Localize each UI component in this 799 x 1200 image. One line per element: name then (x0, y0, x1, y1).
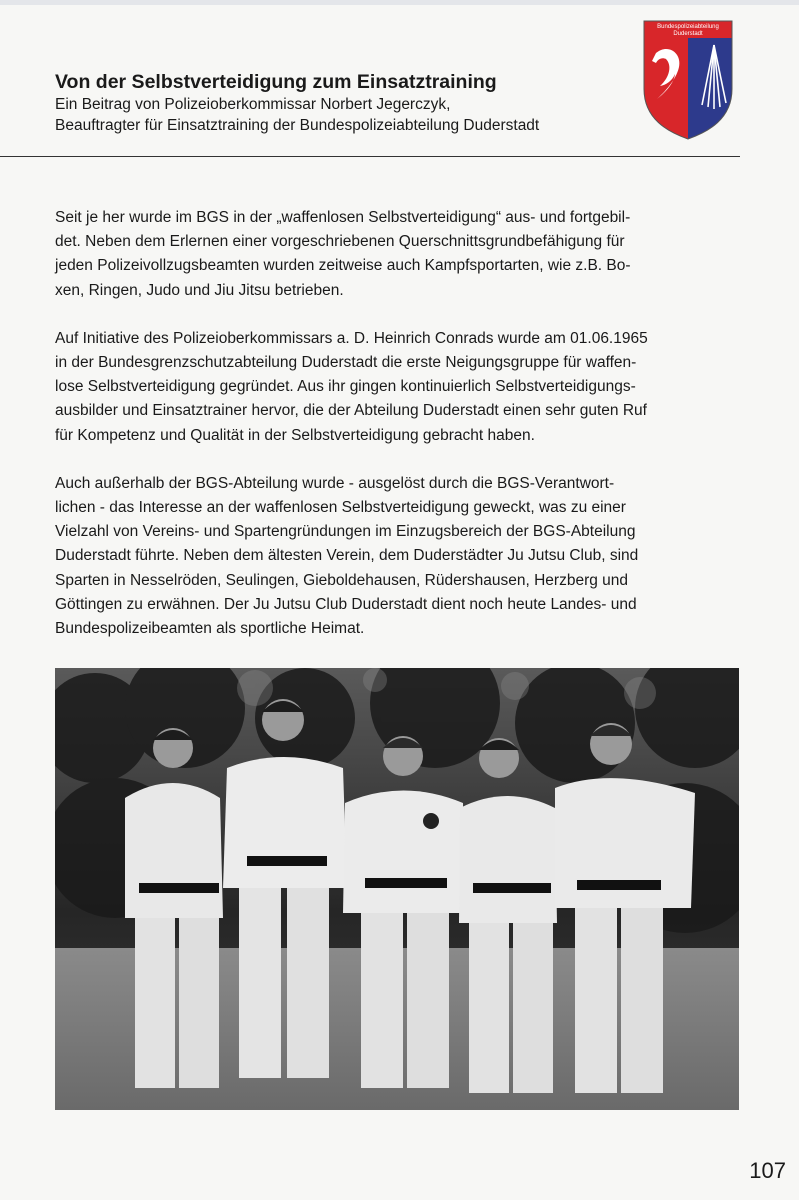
paragraph-3: Auch außerhalb der BGS-Abteilung wurde - ausgelöst durch die BGS-Verantwort- lichen - das Interesse an der waffenlosen Selbstverteidigung geweckt, was zu einer Vielzahl von Vereins- und Spartengründungen im Einzugsbereich der BGS-Abteilung Duderstadt führte. Neben dem ältesten Verein, dem Duderstädter Ju Jutsu Club, sind Sparten in Nesselröden, Seulingen, Gieboldehausen, Rüdershausen, Herzberg und Göttingen zu erwähnen. Der Ju Jutsu Club Duderstadt dient noch heute Landes- und Bundespolizeibeamten als sportliche Heimat. (55, 474, 639, 638)
author-line: Ein Beitrag von Polizeioberkommissar Norbert Jegerczyk, (55, 96, 451, 113)
article-header (55, 70, 655, 136)
bundespolizei-crest-logo (642, 19, 734, 141)
crest-text-line2: Duderstadt (673, 31, 703, 37)
author-role-line: Beauftragter für Einsatztraining der Bundespolizeiabteilung Duderstadt (55, 117, 540, 134)
header-divider (0, 156, 740, 157)
top-edge-strip (0, 0, 799, 5)
page-number: 107 (749, 1158, 786, 1183)
article-title: Von der Selbstverteidigung zum Einsatztraining (55, 71, 497, 93)
group-photo (55, 668, 739, 1110)
crest-text-line1: Bundespolizeiabteilung (657, 24, 719, 30)
paragraph-2: Auf Initiative des Polizeioberkommissars a. D. Heinrich Conrads wurde am 01.06.1965 in der Bundesgrenzschutzabteilung Duderstadt die erste Neigungsgruppe für waffen- lose Selbstverteidigung gegründet. Aus ihr gingen kontinuierlich Selbstverteidigungs- ausbilder und Einsatztrainer hervor, die der Abteilung Duderstadt einen sehr guten Ruf für Kompetenz und Qualität in der Selbstverteidigung gebracht haben. (55, 329, 648, 444)
paragraph-1: Seit je her wurde im BGS in der „waffenlosen Selbstverteidigung“ aus- und fortgebil- det. Neben dem Erlernen einer vorgeschriebenen Querschnittsgrundbefähigung für jeden Polizeivollzugsbeamten wurden zeitweise auch Kampfsportarten, wie z.B. Bo- xen, Ringen, Judo und Jiu Jitsu betrieben. (55, 209, 631, 299)
article-body (55, 206, 727, 665)
